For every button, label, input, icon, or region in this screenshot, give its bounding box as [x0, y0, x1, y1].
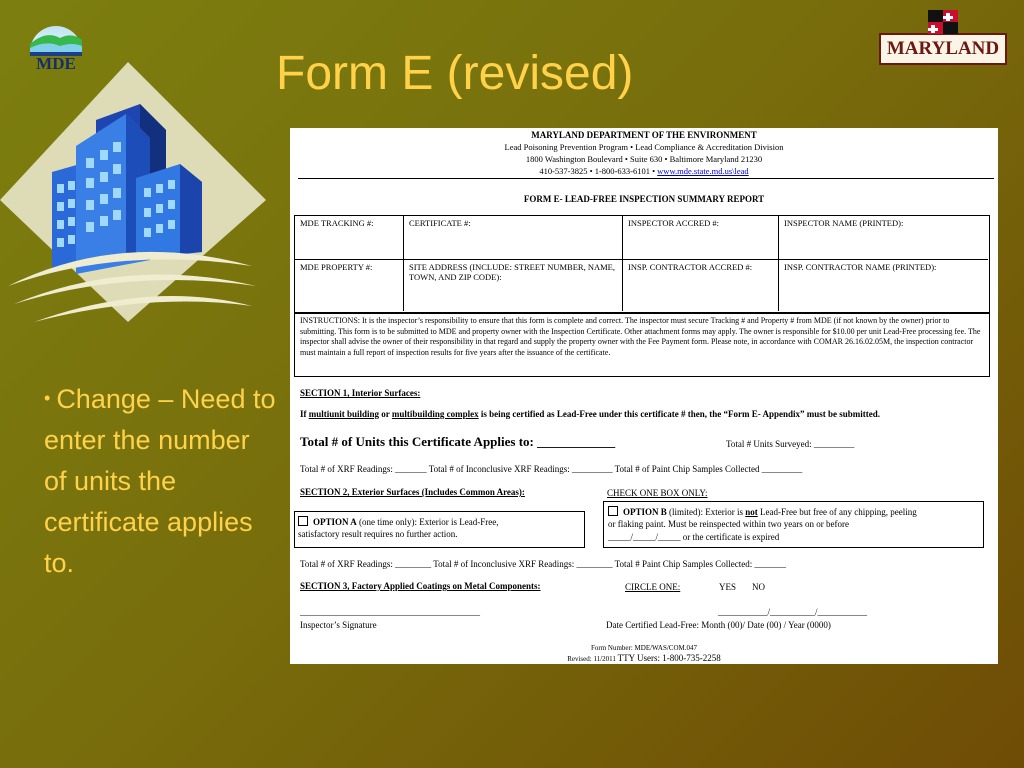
section1-note — [300, 409, 880, 419]
form-agency: MARYLAND DEPARTMENT OF THE ENVIRONMENT — [531, 130, 757, 140]
grid-col-divider — [778, 215, 779, 311]
form-title: FORM E- LEAD-FREE INSPECTION SUMMARY REPORT — [523, 194, 765, 204]
signature-line[interactable]: ________________________________________ — [300, 607, 480, 617]
property-label: MDE PROPERTY #: — [300, 262, 373, 272]
tty-number: TTY Users: 1-800-735-2258 — [617, 653, 721, 663]
option-b-text2: Lead-Free but free of any chipping, peeling — [757, 507, 917, 517]
note-multibuilding: multibuilding complex — [391, 409, 479, 419]
section2-readings[interactable]: Total # of XRF Readings: ________ Total # of Inconclusive XRF Readings: ________ Total # Paint Chip Samples Collected: _______ — [300, 559, 786, 569]
bullet-point — [44, 378, 276, 584]
revised-date: Revised: 11/2011 — [567, 655, 618, 663]
note-or: or — [379, 409, 392, 419]
option-a-text: (one time only): Exterior is Lead-Free, — [356, 517, 499, 527]
inspector-accred-label: INSPECTOR ACCRED #: — [628, 218, 720, 228]
header-divider — [298, 178, 994, 179]
circle-one-label: CIRCLE ONE: — [625, 582, 681, 592]
form-contact — [290, 166, 998, 176]
form-program: Lead Poisoning Prevention Program • Lead Compliance & Accreditation Division — [504, 142, 784, 152]
units-applies-field[interactable]: Total # of Units this Certificate Applies to: ____________ — [300, 434, 616, 449]
option-b-line3: _____/_____/_____ or the certificate is expired — [608, 532, 780, 542]
mde-logo-icon — [26, 8, 86, 60]
option-a-checkbox[interactable] — [298, 516, 308, 526]
contractor-accred-label: INSP. CONTRACTOR ACCRED #: — [628, 262, 753, 272]
note-if: If — [300, 409, 309, 419]
option-a-line1 — [298, 516, 498, 527]
form-website-link[interactable]: www.mde.state.md.us\lead — [657, 166, 749, 176]
option-b-not: not — [745, 507, 758, 517]
option-a-line2: satisfactory result requires no further action. — [298, 529, 458, 539]
date-line[interactable]: ___________/__________/___________ — [718, 607, 868, 617]
form-e-document — [290, 128, 998, 664]
bullet-text: Change – Need to enter the number of units the certificate applies to. — [44, 384, 276, 578]
units-surveyed-field[interactable]: Total # Units Surveyed: _________ — [726, 439, 855, 449]
mde-logo-text: MDE — [36, 54, 76, 73]
yes-option[interactable]: YES — [719, 582, 737, 592]
option-b-checkbox[interactable] — [608, 506, 618, 516]
grid-col-divider — [403, 215, 404, 311]
grid-col-divider — [622, 215, 623, 311]
option-b-line1 — [608, 506, 917, 517]
note-multiunit: multiunit building — [308, 409, 380, 419]
instructions-text: INSTRUCTIONS: It is the inspector’s responsibility to ensure that this form is complete and correct. The inspector must secure Tracking # and Property # from MDE (if not known by the owner) prior to submitting. This form is to be submitted to MDE and property owner with the Inspection Certificate. Other attachment forms may apply. The owner is responsible for $10.00 per unit Lead-Free processing fee. The inspector shall advise the owner of their responsibility in that regard and supply the property owner with the Fee Payment form. Please note, in accordance with COMAR 26.16.02.05M, the inspection contractor must maintain a full report of inspection results for five years after the issuance of the certificate. — [300, 316, 981, 357]
site-address-label: SITE ADDRESS (INCLUDE: STREET NUMBER, NAME, TOWN, AND ZIP CODE): — [409, 262, 615, 282]
option-b-label: OPTION B — [623, 507, 667, 517]
section1-heading: SECTION 1, Interior Surfaces: — [300, 388, 421, 398]
tracking-label: MDE TRACKING #: — [300, 218, 374, 228]
bullet-dot-icon: • — [44, 388, 51, 408]
slide-title: Form E (revised) — [276, 47, 634, 100]
option-b-text1: (limited): Exterior is — [666, 507, 746, 517]
maryland-logo-text: MARYLAND — [886, 38, 1000, 59]
note-rest: is being certified as Lead-Free under this certificate # then, the “Form E- Appendix” must be submitted. — [478, 409, 881, 419]
section1-readings[interactable]: Total # of XRF Readings: _______ Total # of Inconclusive XRF Readings: _________ Total # of Paint Chip Samples Collected _________ — [300, 464, 803, 474]
date-label: Date Certified Lead-Free: Month (00)/ Date (00) / Year (0000) — [606, 620, 831, 630]
form-phone: 410-537-3825 • 1-800-633-6101 • — [539, 166, 658, 176]
section2-heading: SECTION 2, Exterior Surfaces (Includes Common Areas): — [300, 487, 525, 497]
certificate-label: CERTIFICATE #: — [409, 218, 471, 228]
buildings-illustration — [0, 60, 270, 330]
option-a-label: OPTION A — [313, 517, 357, 527]
no-option[interactable]: NO — [752, 582, 765, 592]
signature-label: Inspector’s Signature — [300, 620, 377, 630]
option-b-line2: or flaking paint. Must be reinspected within two years on or before — [608, 519, 849, 529]
contractor-name-label: INSP. CONTRACTOR NAME (PRINTED): — [784, 262, 937, 272]
inspector-name-label: INSPECTOR NAME (PRINTED): — [784, 218, 904, 228]
section3-heading: SECTION 3, Factory Applied Coatings on Metal Components: — [300, 581, 541, 591]
check-one-label: CHECK ONE BOX ONLY: — [607, 488, 708, 498]
grid-row-divider — [294, 259, 988, 260]
form-address: 1800 Washington Boulevard • Suite 630 • Baltimore Maryland 21230 — [525, 154, 763, 164]
form-number: Form Number: MDE/WAS/COM.047 — [591, 644, 697, 652]
buildings-icon — [0, 60, 270, 330]
form-footer — [290, 653, 998, 663]
